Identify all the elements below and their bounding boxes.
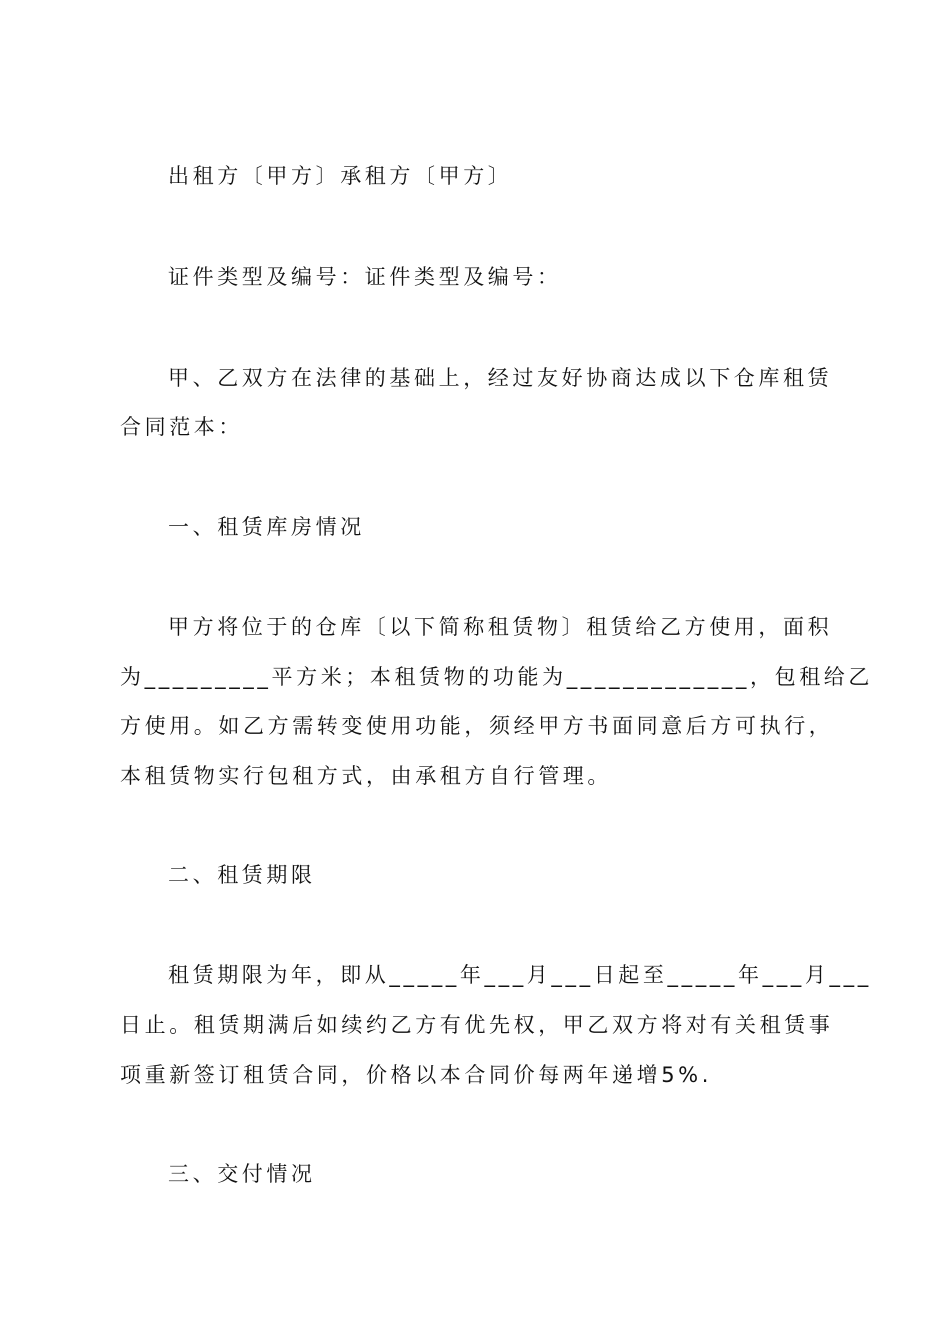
section3-heading: 三、交付情况 [168, 1162, 316, 1186]
section1-line-2: 为_________平方米；本租赁物的功能为_____________，包租给乙 [120, 665, 873, 689]
parties-line: 出租方〔甲方〕承租方〔甲方〕 [168, 164, 513, 188]
section1-heading: 一、租赁库房情况 [168, 515, 365, 539]
id-line: 证件类型及编号：证件类型及编号： [168, 265, 562, 289]
section2-line-1: 租赁期限为年，即从_____年___月___日起至_____年___月___ [168, 963, 872, 987]
section2-heading: 二、租赁期限 [168, 863, 316, 887]
section1-line-4: 本租赁物实行包租方式，由承租方自行管理。 [120, 764, 612, 788]
section1-line-1: 甲方将位于的仓库〔以下简称租赁物〕租赁给乙方使用，面积 [168, 615, 833, 639]
intro-line-1: 甲、乙双方在法律的基础上，经过友好协商达成以下仓库租赁 [168, 366, 833, 390]
section2-line-3: 项重新签订租赁合同，价格以本合同价每两年递增5%. [120, 1063, 712, 1087]
section2-line-2: 日止。租赁期满后如续约乙方有优先权，甲乙双方将对有关租赁事 [120, 1013, 834, 1037]
section1-line-3: 方使用。如乙方需转变使用功能，须经甲方书面同意后方可执行， [120, 714, 834, 738]
intro-line-2: 合同范本： [120, 415, 243, 439]
